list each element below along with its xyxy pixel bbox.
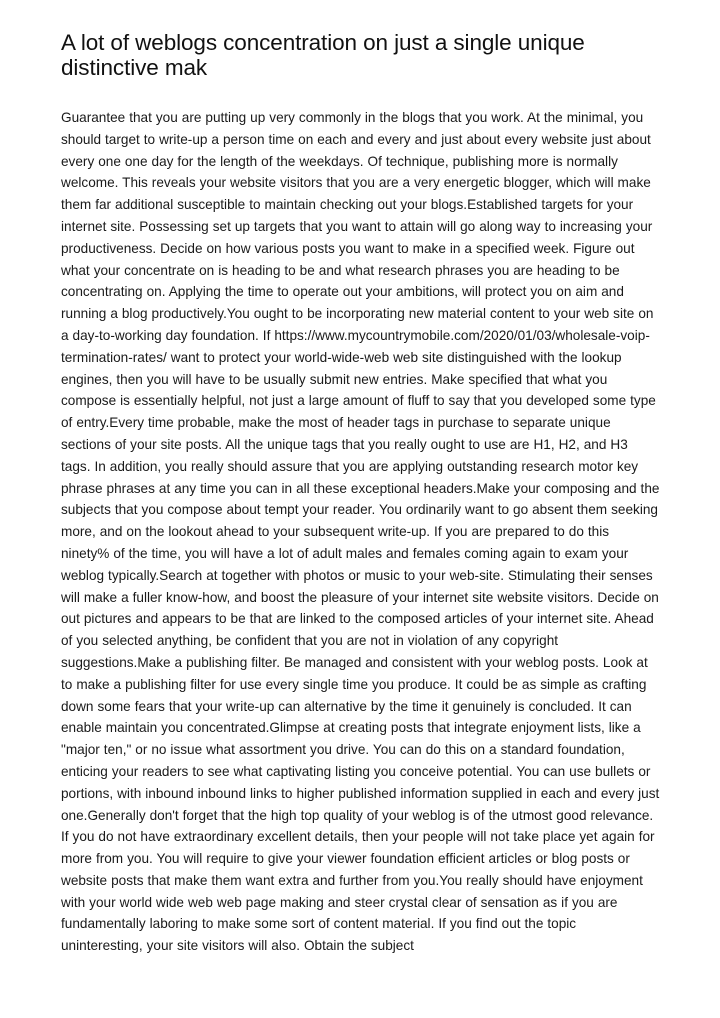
document-title: A lot of weblogs concentration on just a single unique distinctive mak bbox=[61, 30, 585, 80]
document-body-text: Guarantee that you are putting up very commonly in the blogs that you work. At the minimal, you should target to write-up a person time on each and every and just about every website just about every one one day for the length of the weekdays. Of technique, publishing more is normally welcome. This reveals your website visitors that you are a very energetic blogger, which will make them far additional susceptible to maintain checking out your blogs.Established targets for your internet site. Possessing set up targets that you want to attain will go along way to increasing your productiveness. Decide on how various posts you want to make in a specified week. Figure out what your concentrate on is heading to be and what research phrases you are heading to be concentrating on. Applying the time to operate out your ambitions, will protect you on aim and running a blog productively.You ought to be incorporating new material content to your web site on a day-to-working day foundation. If https://www.mycountrymobile.com/2020/01/03/wholesale-voip-termination-rates/ want to protect your world-wide-web web site distinguished with the lookup engines, then you will have to be usually submit new entries. Make specified that what you compose is essentially helpful, not just a large amount of fluff to say that you developed some type of entry.Every time probable, make the most of header tags in purchase to separate unique sections of your site posts. All the unique tags that you really ought to use are H1, H2, and H3 tags. In addition, you really should assure that you are applying outstanding research motor key phrase phrases at any time you can in all these exceptional headers.Make your composing and the subjects that you compose about tempt your reader. You ordinarily want to go absent them seeking more, and on the lookout ahead to your subsequent write-up. If you are prepared to do this ninety% of the time, you will have a lot of adult males and females coming again to exam your weblog typically.Search at together with photos or music to your web-site. Stimulating their senses will make a fuller know-how, and boost the pleasure of your internet site website visitors. Decide on out pictures and appears to be that are linked to the composed articles of your internet site. Ahead of you selected anything, be confident that you are not in violation of any copyright suggestions.Make a publishing filter. Be managed and consistent with your weblog posts. Look at to make a publishing filter for use every single time you produce. It could be as simple as crafting down some fears that your write-up can alternative by the time it genuinely is concluded. It can enable maintain you concentrated.Glimpse at creating posts that integrate enjoyment lists, like a "major ten," or no issue what assortment you drive. You can do this on a standard foundation, enticing your readers to see what captivating listing you conceive potential. You can use bullets or portions, with inbound inbound links to higher published information supplied in each and every just one.Generally don't forget that the high top quality of your weblog is of the utmost good relevance. If you do not have extraordinary excellent details, then your people will not take place yet again for more from you. You will require to give your viewer foundation efficient articles or blog posts or website posts that make them want extra and further from you.You really should have enjoyment with your world wide web web page making and steer crystal clear of sensation as if you are fundamentally laboring to make some sort of content material. If you find out the topic uninteresting, your site visitors will also. Obtain the subject bbox=[61, 110, 660, 954]
